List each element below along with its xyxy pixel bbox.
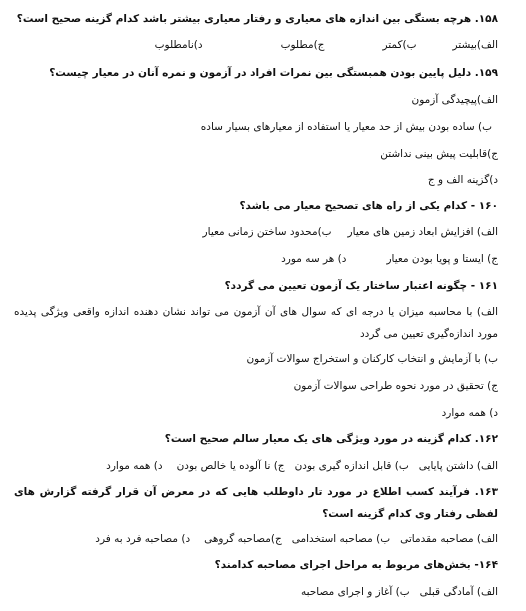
- option-162-d: د) همه موارد: [106, 460, 163, 472]
- question-161: ۱۶۱ - چگونه اعتبار ساختار یک آزمون تعیین می گردد؟: [224, 280, 498, 292]
- option-159-b: ب) ساده بودن بیش از حد معیار یا استفاده از معیارهای بسیار ساده: [200, 121, 492, 133]
- question-164: ۱۶۴- بخش‌های مربوط به مراحل اجرای مصاحبه کدامند؟: [214, 559, 498, 571]
- question-162: ۱۶۲. کدام گزینه در مورد ویژگی های یک معیار سالم صحیح است؟: [164, 433, 498, 445]
- option-161-a: الف) با محاسبه میزان یا درجه ای که سوال های آن آزمون می تواند نشان دهنده اندازه واقعی ویژگی پدیده مورد اندازه‌گیری تعیین می گردد: [14, 306, 498, 340]
- option-160-a: الف) افزایش ابعاد زمین های معیار: [347, 226, 498, 238]
- option-159-d: د)گزینه الف و ج: [427, 174, 498, 186]
- option-158-a: الف)بیشتر: [452, 39, 498, 51]
- option-164-a: الف) آمادگی قبلی: [419, 586, 498, 598]
- option-159-c: ج)قابلیت پیش بینی نداشتن: [380, 148, 498, 160]
- option-163-a: الف) مصاحبه مقدماتی: [400, 533, 498, 545]
- option-159-a: الف)پیچیدگی آزمون: [411, 94, 498, 106]
- options-158: [14, 38, 498, 52]
- option-158-c: ج)مطلوب: [280, 39, 325, 51]
- option-162-c: ج) نا آلوده یا خالص بودن: [176, 460, 285, 472]
- options-160-row2: [14, 252, 498, 266]
- option-164-b: ب) آغاز و اجرای مصاحبه: [301, 586, 410, 598]
- options-163: [14, 532, 498, 546]
- question-160: ۱۶۰ - کدام یکی از راه های تصحیح معیار می باشد؟: [239, 200, 498, 212]
- option-161-b: ب) با آزمایش و انتخاب کارکنان و استخراج سوالات آزمون: [246, 353, 498, 365]
- option-163-c: ج)مصاحبه گروهی: [204, 533, 282, 545]
- question-163: ۱۶۳. فرآیند کسب اطلاع در مورد تار داوطلب هایی که در معرض آن قرار گرفته گزارش های لفظی رفتار وی کدام گزینه است؟: [14, 486, 498, 520]
- option-162-a: الف) داشتن پایایی: [418, 460, 498, 472]
- option-160-b: ب)محدود ساختن زمانی معیار: [202, 226, 332, 238]
- option-162-b: ب) قابل اندازه گیری بودن: [294, 460, 409, 472]
- option-160-d: د) هر سه مورد: [281, 253, 347, 265]
- option-161-d: د) همه موارد: [441, 407, 498, 419]
- option-161-c: ج) تحقیق در مورد نحوه طراحی سوالات آزمون: [293, 380, 498, 392]
- question-159: ۱۵۹. دلیل پایین بودن همبستگی بین نمرات افراد در آزمون و نمره آنان در معیار چیست؟: [49, 67, 498, 79]
- option-158-d: د)نامطلوب: [154, 39, 203, 51]
- options-160-row1: [14, 225, 498, 239]
- option-158-b: ب)کمتر: [382, 39, 417, 51]
- option-163-d: د) مصاحبه فرد به فرد: [95, 533, 191, 545]
- options-162: [14, 459, 498, 473]
- option-160-c: ج) ایستا و پویا بودن معیار: [386, 253, 498, 265]
- question-158: ۱۵۸. هرچه بستگی بین اندازه های معیاری و رفتار معیاری بیشتر باشد کدام گزینه صحیح است؟: [16, 13, 498, 25]
- options-164: [14, 585, 498, 599]
- option-163-b: ب) مصاحبه استخدامی: [291, 533, 391, 545]
